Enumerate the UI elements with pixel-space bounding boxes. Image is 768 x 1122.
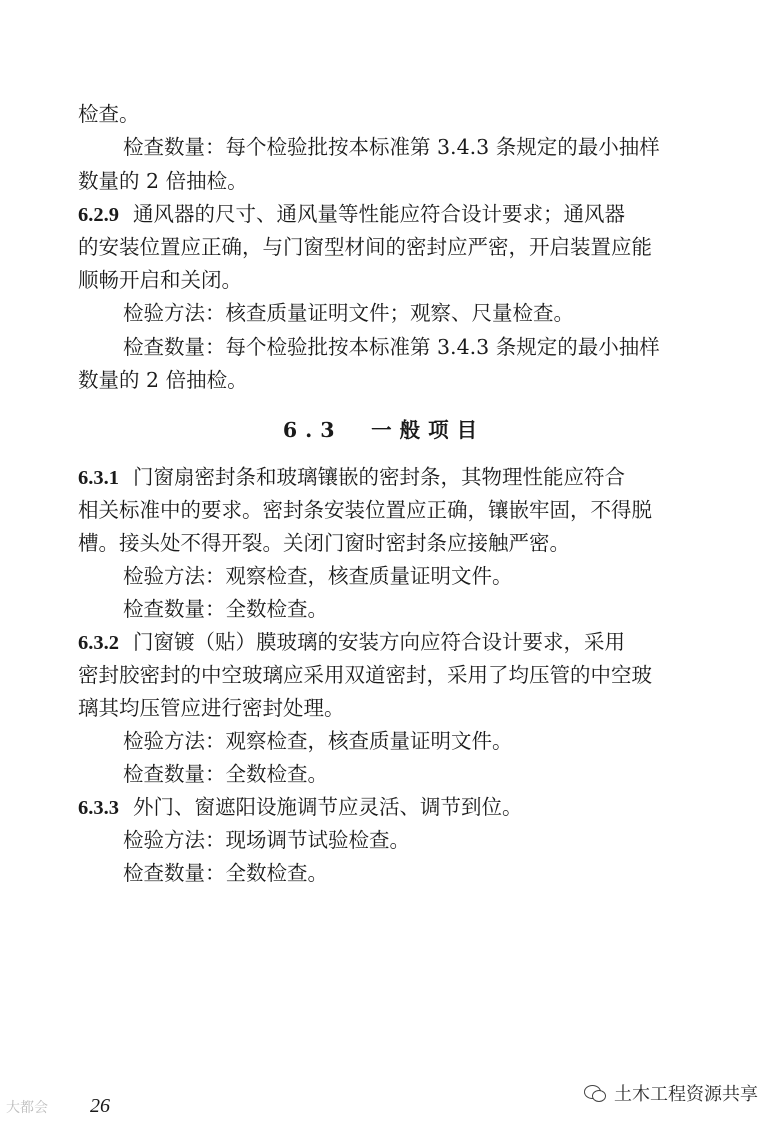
clause-number: 6.3.1 — [78, 467, 119, 489]
text-line: 检查数量：全数检查。 — [123, 762, 328, 786]
text-line: 相关标准中的要求。密封条安装位置应正确，镶嵌牢固，不得脱 — [78, 498, 652, 522]
text-line: 槽。接头处不得开裂。关闭门窗时密封条应接触严密。 — [78, 531, 570, 555]
clause-text: 外门、窗遮阳设施调节应灵活、调节到位。 — [133, 795, 523, 819]
clause-text: 通风器的尺寸、通风量等性能应符合设计要求；通风器 — [133, 202, 625, 226]
wechat-icon — [584, 1083, 606, 1103]
text-line: 检查数量：每个检验批按本标准第 3.4.3 条规定的最小抽样 — [123, 135, 660, 159]
text-line: 数量的 2 倍抽检。 — [78, 169, 248, 193]
clause-text: 门窗扇密封条和玻璃镶嵌的密封条，其物理性能应符合 — [133, 465, 625, 489]
watermark-left: 大都会 — [6, 1100, 48, 1116]
watermark-right-text: 土木工程资源共享 — [614, 1084, 758, 1105]
text-line: 数量的 2 倍抽检。 — [78, 368, 248, 392]
watermark-right — [584, 1080, 758, 1106]
clause-6-3-2 — [78, 632, 625, 654]
text-line: 璃其均压管应进行密封处理。 — [78, 696, 345, 720]
text-line: 顺畅开启和关闭。 — [78, 268, 242, 292]
clause-6-3-3 — [78, 797, 523, 819]
clause-6-2-9 — [78, 204, 625, 226]
text-line: 的安装位置应正确，与门窗型材间的密封应严密，开启装置应能 — [78, 235, 652, 259]
text-line: 检查数量：全数检查。 — [123, 861, 328, 885]
text-line: 检验方法：核查质量证明文件；观察、尺量检查。 — [123, 301, 574, 325]
clause-number: 6.2.9 — [78, 204, 119, 226]
page-number: 26 — [90, 1095, 110, 1117]
clause-number: 6.3.3 — [78, 797, 119, 819]
text-line: 检验方法：观察检查，核查质量证明文件。 — [123, 564, 513, 588]
clause-text: 门窗镀（贴）膜玻璃的安装方向应符合设计要求，采用 — [133, 630, 625, 654]
text-line: 密封胶密封的中空玻璃应采用双道密封，采用了均压管的中空玻 — [78, 663, 652, 687]
clause-6-3-1 — [78, 467, 625, 489]
text-line: 检验方法：现场调节试验检查。 — [123, 828, 410, 852]
clause-number: 6.3.2 — [78, 632, 119, 654]
section-heading: 6.3 一般项目 — [282, 418, 486, 442]
text-line: 检查数量：全数检查。 — [123, 597, 328, 621]
text-line: 检查。 — [78, 102, 140, 126]
text-line: 检验方法：观察检查，核查质量证明文件。 — [123, 729, 513, 753]
text-line: 检查数量：每个检验批按本标准第 3.4.3 条规定的最小抽样 — [123, 335, 660, 359]
